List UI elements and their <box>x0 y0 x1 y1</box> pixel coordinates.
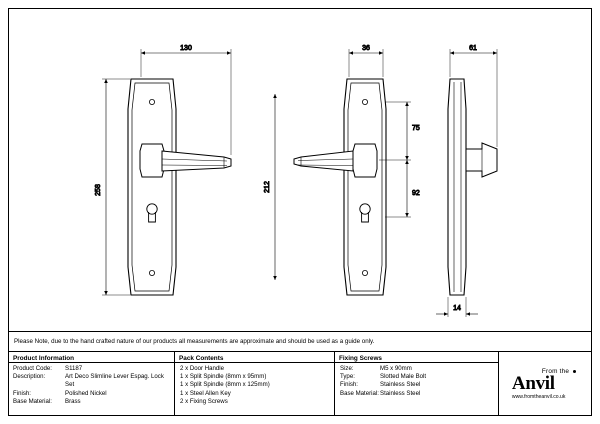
dim-plate-height: 212 <box>264 181 271 193</box>
table-row <box>340 365 498 373</box>
guide-note: Please Note, due to the hand crafted nature of our products all measurements are approximate and should be used as a guide only. <box>9 331 591 351</box>
fixing-screws-rows <box>335 363 498 398</box>
finish-label: Finish: <box>13 389 31 397</box>
table-row <box>340 390 498 398</box>
list-item: 1 x Steel Allen Key <box>180 389 231 397</box>
screw-base-material-value: Stainless Steel <box>380 389 421 397</box>
logo-from-text: From the <box>541 368 570 375</box>
logo-name: Anvil <box>511 373 555 394</box>
list-item: 2 x Fixing Screws <box>180 397 228 405</box>
description-label: Description: <box>13 373 46 381</box>
screw-size-value: M5 x 90mm <box>380 365 412 372</box>
finish-value: Polished Nickel <box>65 389 107 397</box>
base-material-label: Base Material: <box>13 397 52 405</box>
description-value: Art Deco Slimline Lever Espag. Lock Set <box>65 373 164 389</box>
base-material-value: Brass <box>65 397 81 405</box>
table-row <box>13 365 174 373</box>
fixing-screws-column <box>335 352 499 415</box>
view1-backplate <box>128 79 176 295</box>
view2-lever-boss <box>353 144 377 177</box>
product-code-label: Product Code: <box>13 365 52 372</box>
table-row <box>13 373 174 389</box>
screw-finish-value: Stainless Steel <box>380 381 421 389</box>
logo-url: www.fromtheanvil.co.uk <box>511 394 566 400</box>
list-item: 2 x Door Handle <box>180 365 225 372</box>
spec-tables <box>9 351 591 415</box>
technical-drawing <box>9 9 591 331</box>
view2-lever <box>294 151 353 171</box>
table-row <box>13 390 174 398</box>
pack-contents-rows <box>175 363 334 406</box>
view3-lever-stub <box>466 143 497 177</box>
table-row <box>340 373 498 381</box>
view2-backplate <box>344 79 386 295</box>
product-code-value: S1187 <box>65 365 83 372</box>
table-row <box>13 398 174 406</box>
logo-dot-icon <box>573 370 576 373</box>
list-item: 1 x Split Spindle (8mm x 95mm) <box>180 373 267 381</box>
brand-column <box>499 352 591 415</box>
pack-contents-column <box>175 352 335 415</box>
table-row <box>340 381 498 389</box>
dim-front-width: 130 <box>180 45 192 52</box>
brand-logo <box>499 352 591 416</box>
drawing-svg <box>9 9 591 331</box>
screw-size-label: Size: <box>340 365 354 372</box>
dim-upper-centre: 75 <box>412 125 420 132</box>
dim-plate-thickness: 14 <box>453 305 461 312</box>
dim-side-depth: 61 <box>469 45 477 52</box>
pack-contents-header: Pack Contents <box>175 352 334 363</box>
dim-lower-centre: 92 <box>412 190 420 197</box>
dim-plate-width: 36 <box>362 45 370 52</box>
list-item: 1 x Split Spindle (8mm x 125mm) <box>180 381 270 389</box>
view1-lever-boss <box>140 144 164 177</box>
screw-type-value: Slotted Male Bolt <box>380 373 427 381</box>
product-information-rows <box>9 363 174 406</box>
dim-front-height: 258 <box>95 184 102 196</box>
product-information-column <box>9 352 175 415</box>
fixing-screws-header: Fixing Screws <box>335 352 498 363</box>
screw-type-label: Type: <box>340 373 355 381</box>
drawing-sheet <box>8 8 592 416</box>
product-information-header: Product Information <box>9 352 174 363</box>
view3-plate <box>448 79 466 295</box>
screw-base-material-label: Base Material: <box>340 389 379 397</box>
screw-finish-label: Finish: <box>340 381 358 389</box>
